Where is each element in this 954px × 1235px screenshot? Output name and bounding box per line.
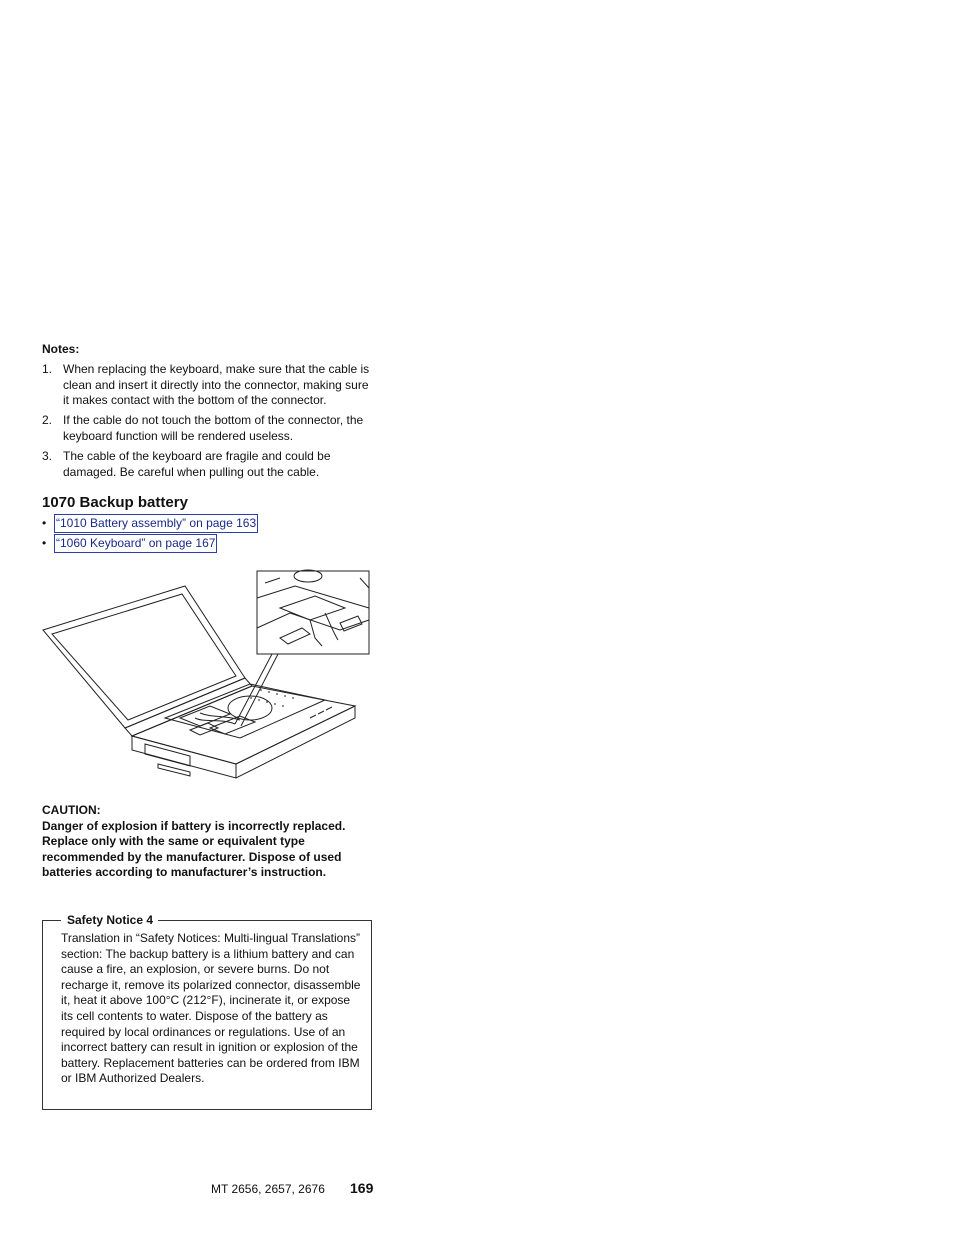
bullet-icon: • — [42, 536, 47, 550]
note-item-2 — [42, 413, 374, 445]
xref-link-battery-assembly[interactable]: “1010 Battery assembly” on page 163 — [54, 514, 258, 533]
footer-model-numbers: MT 2656, 2657, 2676 — [211, 1182, 325, 1196]
note-number: 1. — [42, 362, 53, 376]
safety-notice-title: Safety Notice 4 — [61, 913, 158, 927]
safety-notice-box — [42, 913, 372, 1110]
note-number: 2. — [42, 413, 53, 427]
bullet-icon: • — [42, 516, 47, 530]
caution-label: CAUTION: — [42, 803, 101, 817]
backup-battery-figure — [40, 568, 375, 803]
note-item-3 — [42, 449, 374, 481]
note-item-1 — [42, 362, 374, 410]
note-text: If the cable do not touch the bottom of the connector, the keyboard function will be rendered useless. — [63, 413, 364, 443]
notes-heading: Notes: — [42, 342, 80, 356]
caution-text: Danger of explosion if battery is incorrectly replaced. Replace only with the same or equivalent type recommended by the manufacturer. Dispose of used batteries according to manufacturer’s instruction. — [42, 818, 346, 880]
caution-block — [42, 803, 382, 881]
note-text: The cable of the keyboard are fragile and could be damaged. Be careful when pulling out the cable. — [63, 449, 331, 479]
section-title: 1070 Backup battery — [42, 494, 188, 511]
note-text: When replacing the keyboard, make sure that the cable is clean and insert it directly into the connector, making sure it makes contact with the bottom of the connector. — [63, 362, 370, 408]
prerequisite-item — [42, 536, 342, 554]
xref-link-keyboard[interactable]: “1060 Keyboard” on page 167 — [54, 534, 217, 553]
page-number: 169 — [350, 1180, 374, 1196]
safety-notice-body: Translation in “Safety Notices: Multi-lingual Translations” section: The backup battery is a lithium battery and can cause a fire, an explosion, or severe burns. Do not recharge it, remove its polarized connector, disassemble it, heat it above 100°C (212°F), incinerate it, or expose its cell contents to water. Dispose of the battery as required by local ordinances or regulations. Use of an incorrect battery can result in ignition or explosion of the battery. Replacement batteries can be ordered from IBM or IBM Authorized Dealers. — [61, 931, 361, 1086]
prerequisite-item — [42, 516, 342, 534]
laptop-illustration — [40, 568, 375, 798]
note-number: 3. — [42, 449, 53, 463]
